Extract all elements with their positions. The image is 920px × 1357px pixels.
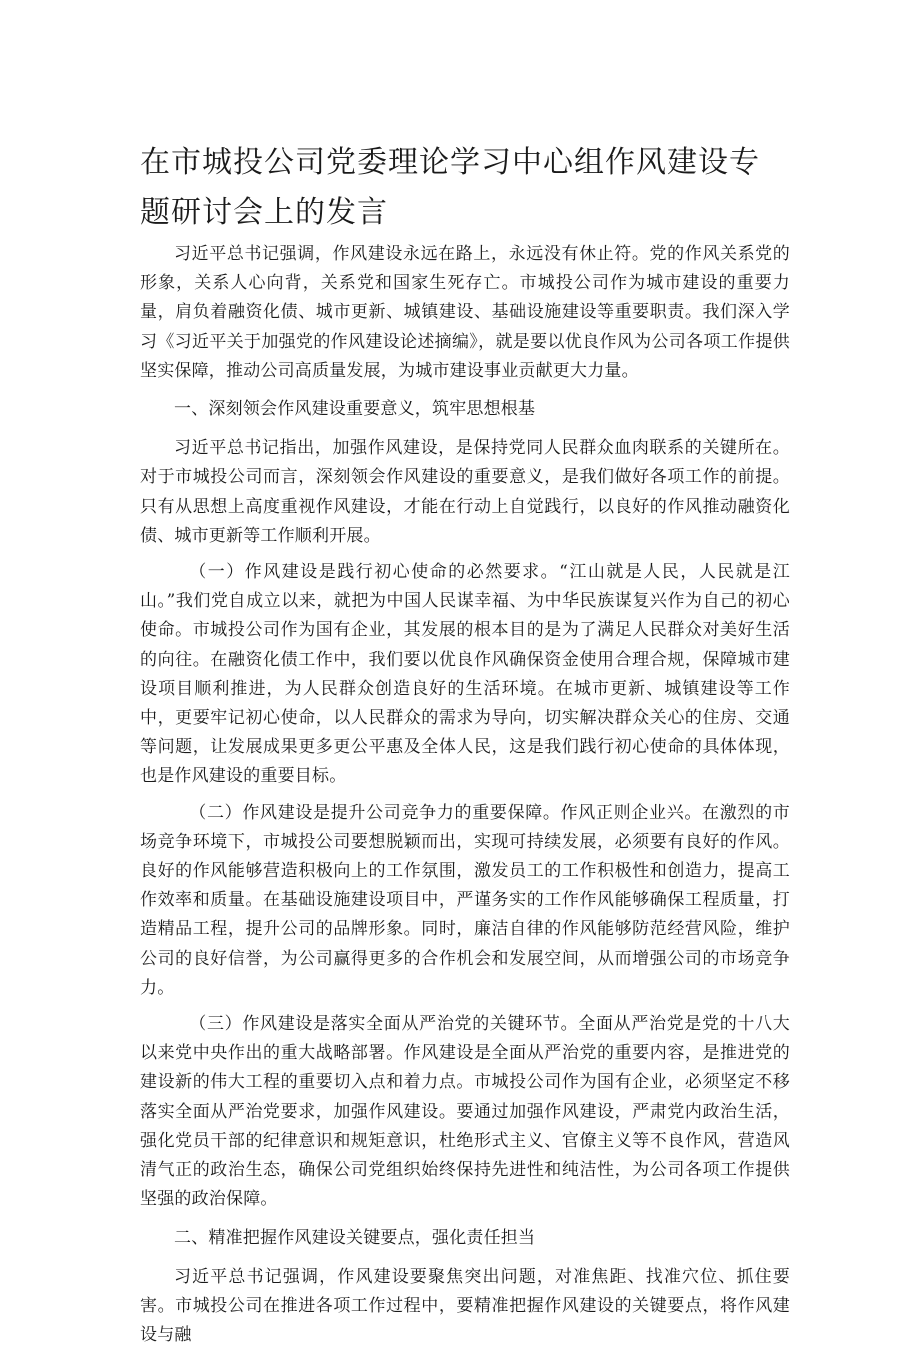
- document-title: 在市城投公司党委理论学习中心组作风建设专题研讨会上的发言: [140, 145, 760, 230]
- intro-paragraph: 习近平总书记强调，作风建设永远在路上，永远没有休止符。党的作风关系党的形象，关系人心向背，关系党和国家生死存亡。市城投公司作为城市建设的重要力量，肩负着融资化债、城市更新、城镇建设、基础设施建设等重要职责。我们深入学习《习近平关于加强党的作风建设论述摘编》，就是要以优良作风为公司各项工作提供坚实保障，推动公司高质量发展，为城市建设事业贡献更大力量。: [140, 244, 790, 381]
- section-2-paragraph: 习近平总书记强调，作风建设要聚焦突出问题，对准焦距、找准穴位、抓住要害。市城投公司在推进各项工作过程中，要精准把握作风建设的关键要点，将作风建设与融: [140, 1266, 790, 1346]
- section-heading-1: 一、深刻领会作风建设重要意义，筑牢思想根基: [174, 399, 536, 420]
- subsection-3-paragraph: （三）作风建设是落实全面从严治党的关键环节。全面从严治党是党的十八大以来党中央作出的重大战略部署。作风建设是全面从严治党的重要内容，是推进党的建设新的伟大工程的重要切入点和着力点。市城投公司作为国有企业，必须坚定不移落实全面从严治党要求，加强作风建设。要通过加强作风建设，严肃党内政治生活，强化党员干部的纪律意识和规矩意识，杜绝形式主义、官僚主义等不良作风，营造风清气正的政治生态，确保公司党组织始终保持先进性和纯洁性，为公司各项工作提供坚强的政治保障。: [140, 1014, 790, 1210]
- section-heading-2: 二、精准把握作风建设关键要点，强化责任担当: [174, 1227, 536, 1248]
- subsection-2-paragraph: （二）作风建设是提升公司竞争力的重要保障。作风正则企业兴。在激烈的市场竞争环境下，市城投公司要想脱颖而出，实现可持续发展，必须要有良好的作风。良好的作风能够营造积极向上的工作氛围，激发员工的工作积极性和创造力，提高工作效率和质量。在基础设施建设项目中，严谨务实的工作作风能够确保工程质量，打造精品工程，提升公司的品牌形象。同时，廉洁自律的作风能够防范经营风险，维护公司的良好信誉，为公司赢得更多的合作机会和发展空间，从而增强公司的市场竞争力。: [140, 802, 790, 998]
- document-body: [140, 240, 790, 1357]
- section-1-paragraph: 习近平总书记指出，加强作风建设，是保持党同人民群众血肉联系的关键所在。对于市城投公司而言，深刻领会作风建设的重要意义，是我们做好各项工作的前提。只有从思想上高度重视作风建设，才能在行动上自觉践行，以良好的作风推动融资化债、城市更新等工作顺利开展。: [140, 438, 790, 546]
- subsection-1-paragraph: （一）作风建设是践行初心使命的必然要求。“江山就是人民，人民就是江山。”我们党自成立以来，就把为中国人民谋幸福、为中华民族谋复兴作为自己的初心使命。市城投公司作为国有企业，其发展的根本目的是为了满足人民群众对美好生活的向往。在融资化债工作中，我们要以优良作风确保资金使用合理合规，保障城市建设项目顺利推进，为人民群众创造良好的生活环境。在城市更新、城镇建设等工作中，更要牢记初心使命，以人民群众的需求为导向，切实解决群众关心的住房、交通等问题，让发展成果更多更公平惠及全体人民，这是我们践行初心使命的具体体现，也是作风建设的重要目标。: [140, 562, 790, 787]
